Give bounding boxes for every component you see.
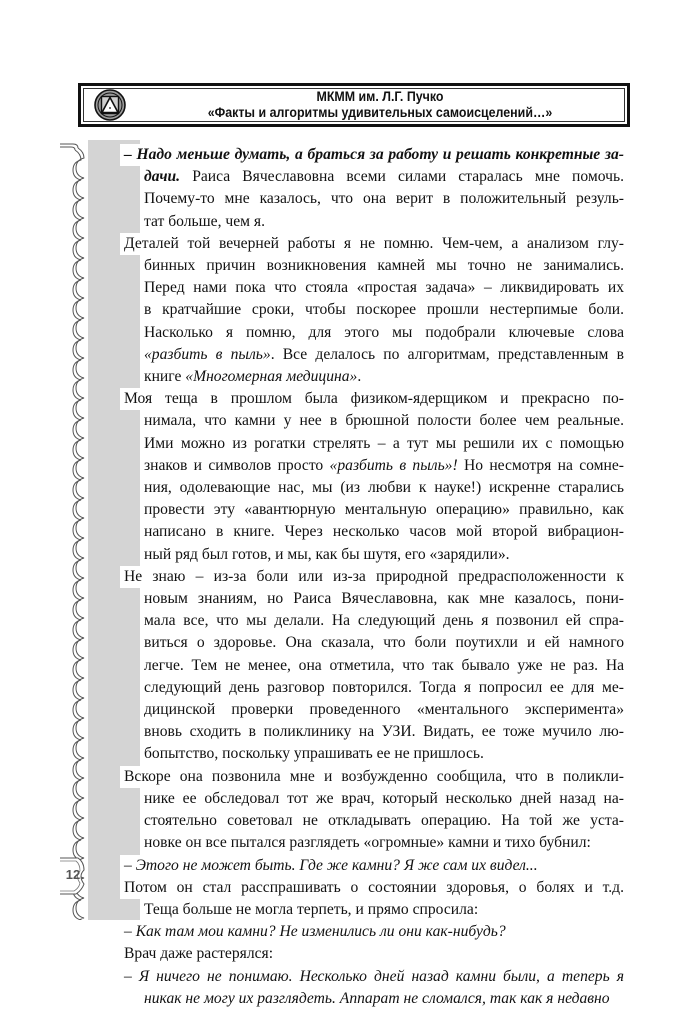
paragraph-line <box>124 588 624 610</box>
text-run: легче. Тем не менее, она отметила, что так бывало уже не раз. На <box>144 656 624 674</box>
paragraph-line <box>124 322 624 344</box>
text-run: ния, одолевающие нас, мы (из любви к науке!) искренне старались <box>144 479 624 497</box>
paragraph-first-line <box>120 144 624 166</box>
text-run: бопытство, поскольку упрашивать ее не пришлось. <box>144 745 484 763</box>
paragraph-line <box>124 610 624 632</box>
italic-text: – Я ничего не понимаю. Несколько дней назад камни были, а теперь я <box>124 967 624 985</box>
circle-square-triangle-emblem-icon <box>94 89 126 121</box>
paragraph-line <box>124 410 624 432</box>
paragraph-line <box>124 788 624 810</box>
paragraph <box>124 144 624 233</box>
body-text <box>124 144 624 1010</box>
italic-text: «разбить в пыль»! <box>329 456 458 474</box>
paragraph-line <box>124 721 624 743</box>
paragraph <box>124 566 624 766</box>
header-line-1: МКММ им. Л.Г. Пучко <box>316 89 444 104</box>
bold-italic-text: дачи. <box>144 168 181 186</box>
italic-text: «Многомерная медицина» <box>185 368 358 386</box>
text-run: вновь сходить в поликлинику на УЗИ. Видать, ее тоже мучило лю- <box>144 723 624 741</box>
paragraph <box>124 766 624 855</box>
italic-text: – Как там мои камни? Не изменились ли они как-нибудь? <box>124 923 506 941</box>
text-run: нике ее обследовал тот же врач, который несколько дней назад на- <box>144 789 624 807</box>
paragraph-first-line <box>120 921 624 943</box>
text-run: Теща больше не могла терпеть, и прямо спросила: <box>144 900 479 918</box>
text-run: Насколько я помню, для этого мы подобрали ключевые слова <box>144 323 624 341</box>
text-run: мала все, что мы делали. На следующий день я позвонил ей спра- <box>144 612 624 630</box>
paragraph <box>124 233 624 388</box>
text-run: Деталей той вечерней работы я не помню. Чем-чем, а анализом глу- <box>124 234 624 252</box>
paragraph-line <box>124 544 624 566</box>
paragraph-first-line <box>120 233 624 255</box>
paragraph-line <box>124 521 624 543</box>
paragraph-first-line <box>120 388 624 410</box>
text-run: Моя теща в прошлом была физиком-ядерщиком и прекрасно по- <box>124 390 624 408</box>
paragraph-line <box>124 455 624 477</box>
paragraph-first-line <box>120 877 624 899</box>
header-title <box>160 89 600 121</box>
paragraph-line <box>124 988 624 1010</box>
paragraph-line <box>124 299 624 321</box>
paragraph-line <box>124 166 624 188</box>
paragraph <box>124 388 624 566</box>
paragraph <box>124 921 624 943</box>
text-run: стоятельно советовал не откладывать операцию. На той же уста- <box>144 812 624 830</box>
paragraph-first-line <box>120 766 624 788</box>
paragraph-line <box>124 211 624 233</box>
text-run: виться о здоровье. Она сказала, что боли поутихли и ей намного <box>144 634 624 652</box>
paragraph-line <box>124 699 624 721</box>
bold-italic-text: – Надо меньше думать, а браться за работу и решать конкретные за- <box>124 146 624 163</box>
text-run: ный ряд был готов, и мы, как бы шутя, его «зарядили». <box>144 545 510 563</box>
text-run: Потом он стал расспрашивать о состоянии здоровья, о болях и т.д. <box>124 878 624 896</box>
paragraph-first-line <box>120 566 624 588</box>
paragraph <box>124 877 624 921</box>
paragraph-line <box>124 655 624 677</box>
text-run: написано в книге. Через несколько часов мой второй вибрацион- <box>144 523 624 541</box>
text-run: тат больше, чем я. <box>144 212 265 230</box>
paragraph <box>124 943 624 965</box>
italic-text: никак не могу их разглядеть. Аппарат не сломался, так как я недавно <box>144 989 610 1007</box>
text-run: Но несмотря на сомне- <box>457 456 624 474</box>
text-run: следующий день разговор повторился. Тогда я попросил ее для ме- <box>144 678 624 696</box>
paragraph-first-line <box>120 943 624 965</box>
paragraph-line <box>124 677 624 699</box>
text-run: Вскоре она позвонила мне и возбужденно сообщила, что в поликли- <box>124 767 624 785</box>
header-line-2: «Факты и алгоритмы удивительных самоисцелений…» <box>207 105 553 120</box>
paragraph-line <box>124 899 624 921</box>
text-run: Почему-то мне казалось, что она верит в положительный резуль- <box>144 190 624 208</box>
italic-text: – Этого не может быть. Где же камни? Я же сам их видел... <box>124 856 538 874</box>
page-number: 12 <box>65 867 81 882</box>
text-run: нимала, что камни у нее в брюшной полости более чем реальные. <box>144 412 624 430</box>
text-run: новке он все пытался разглядеть «огромные» камни и тихо бубнил: <box>144 834 591 852</box>
paragraph-line <box>124 632 624 654</box>
paragraph-line <box>124 366 624 388</box>
text-run: дицинской проверки проведенного «ментального эксперимента» <box>144 701 624 719</box>
text-run: бинных причин возникновения камней мы точно не занимались. <box>144 257 624 275</box>
text-run: Врач даже растерялся: <box>124 945 274 963</box>
paragraph-first-line <box>120 966 624 988</box>
text-run: . Все делалось по алгоритмам, представленным в <box>270 345 624 363</box>
paragraph <box>124 855 624 877</box>
paragraph <box>124 966 624 1010</box>
paragraph-line <box>124 188 624 210</box>
italic-text: «разбить в пыль» <box>144 345 271 363</box>
paragraph-line <box>124 344 624 366</box>
paragraph-line <box>124 433 624 455</box>
text-run: Перед нами пока что стояла «простая задача» – ликвидировать их <box>144 279 624 297</box>
text-run: . <box>357 368 362 386</box>
paragraph-line <box>124 477 624 499</box>
text-run: знаков и символов просто <box>144 456 330 474</box>
paragraph-line <box>124 832 624 854</box>
paragraph-line <box>124 255 624 277</box>
text-run: новым знаниям, но Раиса Вячеславовна, как мне казалось, пони- <box>144 590 624 608</box>
paragraph-line <box>124 743 624 765</box>
text-run: в кратчайшие сроки, чтобы поскорее прошли нестерпимые боли. <box>144 301 624 319</box>
running-header <box>78 83 630 127</box>
text-run: Ими можно из рогатки стрелять – а тут мы решили их с помощью <box>144 434 624 452</box>
text-run: Раиса Вячеславовна всеми силами старалась мне помочь. <box>180 168 624 186</box>
paragraph-line <box>124 499 624 521</box>
text-run: Не знаю – из-за боли или из-за природной предрасположенности к <box>124 567 624 585</box>
text-run: книге <box>144 368 186 386</box>
paragraph-line <box>124 277 624 299</box>
text-run: провести эту «авантюрную ментальную операцию» правильно, как <box>144 501 624 519</box>
paragraph-first-line <box>120 855 624 877</box>
paragraph-line <box>124 810 624 832</box>
